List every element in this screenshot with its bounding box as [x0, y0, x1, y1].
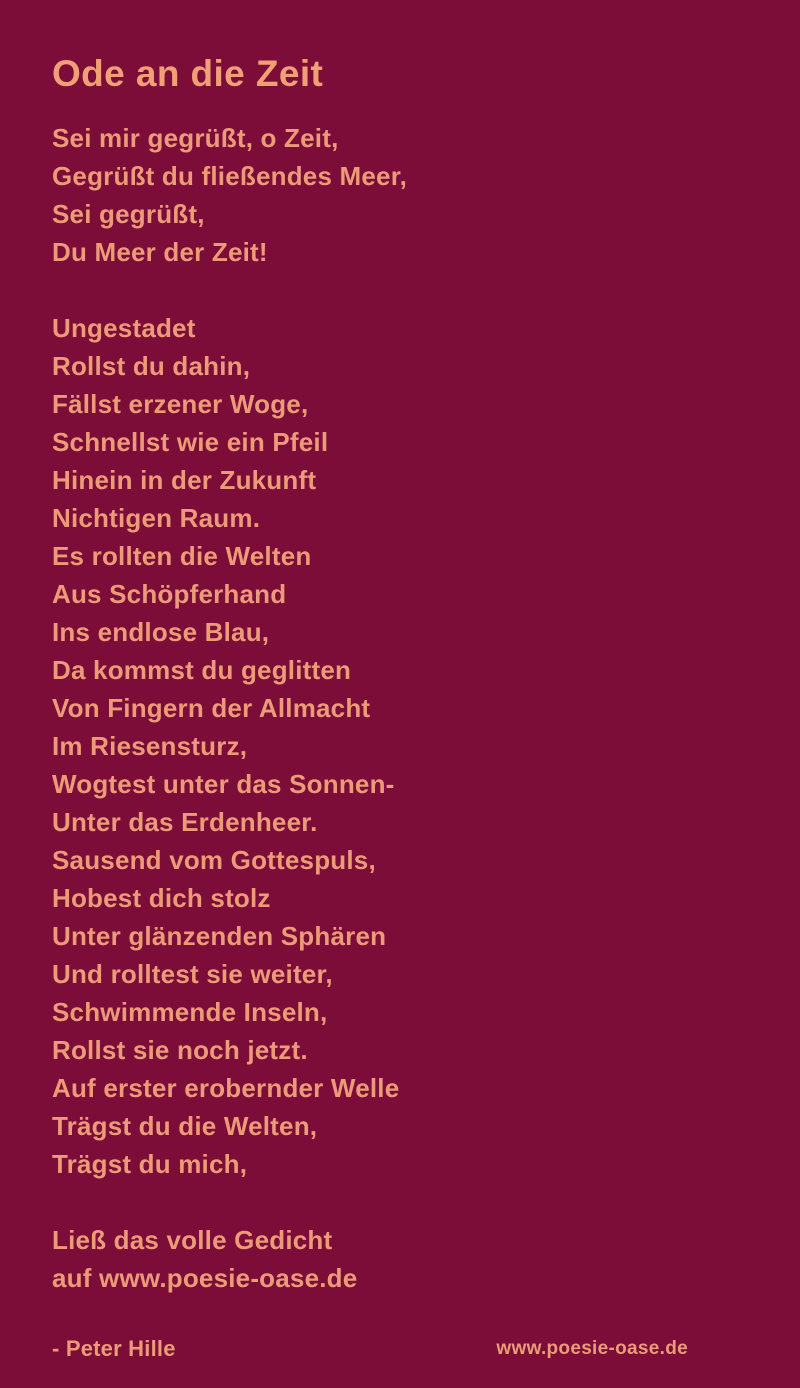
poem-line: Aus Schöpferhand	[52, 578, 287, 609]
poem-footer-note	[52, 1221, 760, 1297]
poem-line: Sei gegrüßt,	[52, 198, 205, 229]
poem-line: Auf erster erobernder Welle	[52, 1072, 400, 1103]
poem-line: Schnellst wie ein Pfeil	[52, 426, 329, 457]
poem-line: Du Meer der Zeit!	[52, 236, 268, 267]
footer-note-line: auf www.poesie-oase.de	[52, 1262, 358, 1293]
page-title: Ode an die Zeit	[52, 53, 324, 94]
poem-line: Rollst sie noch jetzt.	[52, 1034, 308, 1065]
poem-line: Sei mir gegrüßt, o Zeit,	[52, 122, 339, 153]
poem-line: Nichtigen Raum.	[52, 502, 261, 533]
poem-line: Gegrüßt du fließendes Meer,	[52, 160, 408, 191]
poem-stanza-1	[52, 119, 760, 271]
poem-line: Sausend vom Gottespuls,	[52, 844, 376, 875]
poem-line: Schwimmende Inseln,	[52, 996, 328, 1027]
poem-line: Unter glänzenden Sphären	[52, 920, 387, 951]
poem-line: Ins endlose Blau,	[52, 616, 270, 647]
poem-line: Rollst du dahin,	[52, 350, 251, 381]
footer-note-line: Ließ das volle Gedicht	[52, 1224, 333, 1255]
poem-line: Hobest dich stolz	[52, 882, 271, 913]
author-line: - Peter Hille	[52, 1335, 176, 1361]
poem-line: Hinein in der Zukunft	[52, 464, 317, 495]
poem-content	[52, 54, 760, 1363]
poem-line: Unter das Erdenheer.	[52, 806, 318, 837]
poem-line: Im Riesensturz,	[52, 730, 248, 761]
poem-line: Trägst du mich,	[52, 1148, 248, 1179]
poem-line: Da kommst du geglitten	[52, 654, 352, 685]
poem-line: Trägst du die Welten,	[52, 1110, 318, 1141]
poem-line: Und rolltest sie weiter,	[52, 958, 333, 989]
poem-stanza-2	[52, 309, 760, 1183]
site-watermark: www.poesie-oase.de	[496, 1338, 688, 1359]
poem-line: Es rollten die Welten	[52, 540, 312, 571]
poem-line: Von Fingern der Allmacht	[52, 692, 371, 723]
poem-line: Fällst erzener Woge,	[52, 388, 309, 419]
poem-line: Wogtest unter das Sonnen-	[52, 768, 395, 799]
poem-line: Ungestadet	[52, 312, 196, 343]
